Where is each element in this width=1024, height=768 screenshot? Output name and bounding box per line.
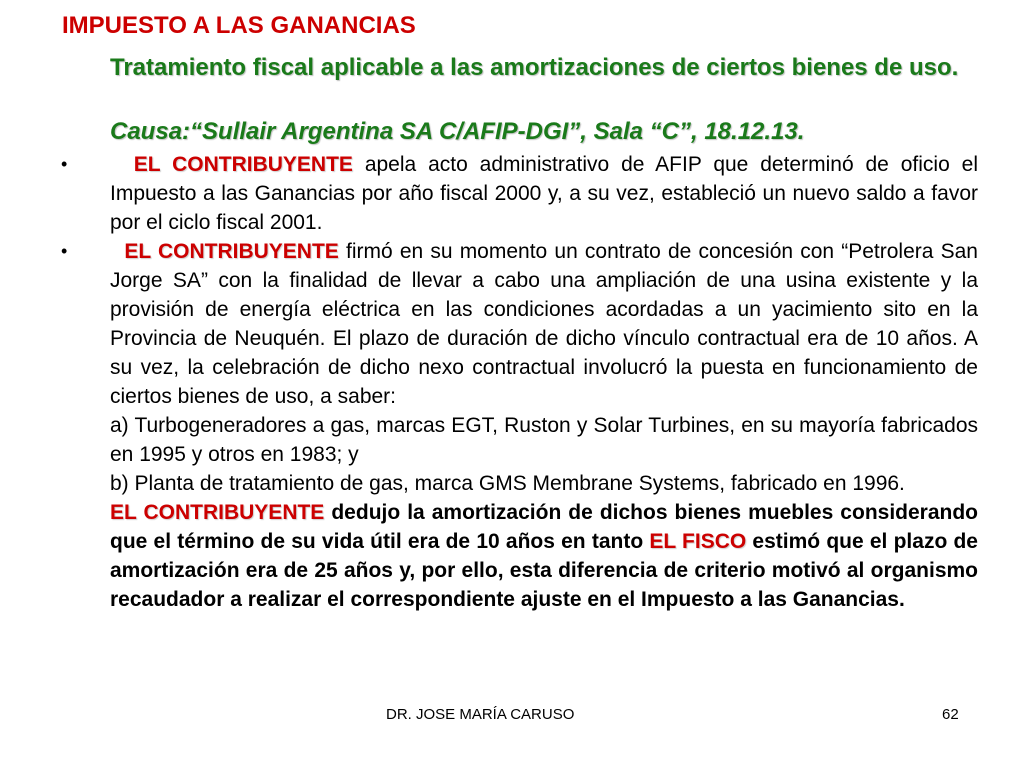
- contribuyente-highlight: EL CONTRIBUYENTE: [110, 501, 325, 524]
- bullet-icon: •: [61, 154, 68, 174]
- indent-space: [110, 240, 124, 263]
- conclusion-text-1: dedujo la amortización de dichos bienes muebles considerando que el término de su vida útil era de 10 años en tanto: [110, 501, 978, 553]
- slide-subtitle: Tratamiento fiscal aplicable a las amortizaciones de ciertos bienes de uso.: [110, 54, 959, 81]
- bullet-item-1: [61, 150, 978, 237]
- bullet-item-2: [61, 237, 978, 411]
- footer-author: DR. JOSE MARÍA CARUSO: [386, 706, 575, 723]
- list-item-b: b) Planta de tratamiento de gas, marca GMS Membrane Systems, fabricado en 1996.: [110, 472, 905, 495]
- list-item-a: a) Turbogeneradores a gas, marcas EGT, Ruston y Solar Turbines, en su mayoría fabricados en 1995 y otros en 1983; y: [110, 414, 978, 466]
- page-number: 62: [942, 706, 959, 723]
- fisco-highlight: EL FISCO: [649, 530, 747, 553]
- bullet-icon: •: [61, 241, 68, 261]
- indent-space: [110, 153, 134, 176]
- contribuyente-highlight: EL CONTRIBUYENTE: [133, 153, 353, 176]
- contribuyente-highlight: EL CONTRIBUYENTE: [124, 240, 339, 263]
- conclusion-text-2: estimó que el plazo de amortización era de 25 años y, por ello, esta diferencia de criterio motivó al organismo recaudador a realizar el correspondiente ajuste en el Impuesto a las Ganancias.: [110, 530, 978, 611]
- bullet-text: apela acto administrativo de AFIP que determinó de oficio el Impuesto a las Ganancias por año fiscal 2000 y, a su vez, estableció un nuevo saldo a favor por el ciclo fiscal 2001.: [110, 153, 978, 234]
- conclusion-paragraph: [110, 498, 978, 614]
- slide-title: IMPUESTO A LAS GANANCIAS: [62, 12, 416, 39]
- slide-body: [0, 150, 1024, 614]
- case-reference: Causa:“Sullair Argentina SA C/AFIP-DGI”, Sala “C”, 18.12.13.: [110, 118, 805, 145]
- bullet-text: firmó en su momento un contrato de concesión con “Petrolera San Jorge SA” con la finalidad de llevar a cabo una ampliación de una usina existente y la provisión de energía eléctrica en las condiciones acordadas a un yacimiento sito en la Provincia de Neuquén. El plazo de duración de dicho vínculo contractual era de 10 años. A su vez, la celebración de dicho nexo contractual involucró la puesta en funcionamiento de ciertos bienes de uso, a saber:: [110, 240, 978, 408]
